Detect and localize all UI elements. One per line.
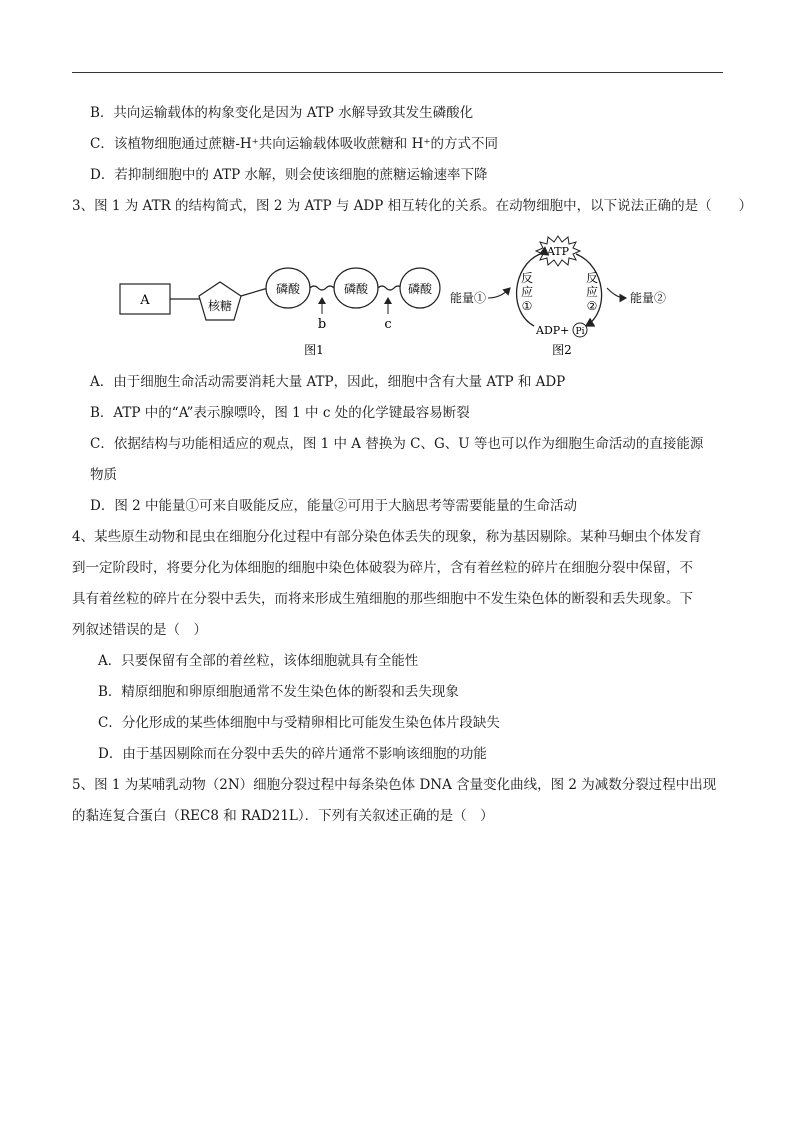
base-a-label: A [140, 293, 150, 308]
reaction-1-label-2: 应 [520, 285, 534, 299]
energy-2-label: 能量② [630, 291, 667, 305]
q3-stem: 3、图 1 为 ATR 的结构简式，图 2 为 ATP 与 ADP 相互转化的关系。在动物细胞中，以下说法正确的是（ ） [72, 198, 753, 214]
q3-option-c-line1: C．依据结构与功能相适应的观点，图 1 中 A 替换为 C、G、U 等也可以作为细胞生命活动的直接能源 [90, 436, 704, 452]
reaction-2-label-1: 反 [585, 271, 599, 285]
q4-stem-line4: 列叙述错误的是（ ） [72, 622, 207, 638]
q4-option-a: A．只要保留有全部的着丝粒，该体细胞就具有全能性 [98, 653, 419, 669]
reaction-2-label-3: ② [586, 299, 598, 313]
q2-option-c: C．该植物细胞通过蔗糖-H⁺共向运输载体吸收蔗糖和 H⁺的方式不同 [90, 136, 498, 152]
bond-c-label: c [384, 317, 392, 332]
reaction-2-label-2: 应 [585, 285, 599, 299]
q3-option-d: D．图 2 中能量①可来自吸能反应，能量②可用于大脑思考等需要能量的生命活动 [90, 498, 577, 514]
bond-b-squiggle [310, 286, 334, 290]
q2-option-b: B．共向运输载体的构象变化是因为 ATP 水解导致其发生磷酸化 [90, 105, 474, 121]
q4-option-c: C．分化形成的某些体细胞中与受精卵相比可能发生染色体片段缺失 [98, 715, 500, 731]
figure-1 [120, 268, 440, 357]
q4-stem-line2: 到一定阶段时，将要分化为体细胞的细胞中染色体破裂为碎片，含有着丝粒的碎片在细胞分裂中保留，不 [72, 560, 693, 576]
q4-stem-line3: 具有着丝粒的碎片在分裂中丢失，而将来形成生殖细胞的那些细胞中不发生染色体的断裂和丢失现象。下 [72, 591, 693, 607]
q3-option-b: B．ATP 中的“A”表示腺嘌呤，图 1 中 c 处的化学键最容易断裂 [90, 405, 470, 421]
bond-c-squiggle [378, 286, 402, 290]
energy-1-label: 能量① [450, 291, 487, 305]
q3-option-c-line2: 物质 [90, 467, 117, 483]
q4-option-d: D．由于基因剔除而在分裂中丢失的碎片通常不影响该细胞的功能 [98, 746, 487, 762]
q3-option-a: A．由于细胞生命活动需要消耗大量 ATP，因此，细胞中含有大量 ATP 和 ADP [90, 374, 566, 390]
figure-2 [450, 236, 666, 357]
q4-stem-line1: 4、某些原生动物和昆虫在细胞分化过程中有部分染色体丢失的现象，称为基因剔除。某种马蛔虫个体发育 [72, 529, 702, 545]
figure-2-caption: 图2 [552, 343, 572, 357]
figure-1-caption: 图1 [304, 343, 324, 357]
phosphate-3-label: 磷酸 [407, 282, 433, 296]
q4-option-b: B．精原细胞和卵原细胞通常不发生染色体的断裂和丢失现象 [98, 684, 459, 700]
reaction-1-label-1: 反 [520, 271, 534, 285]
bond-b-label: b [317, 317, 327, 332]
energy-2-arrow [607, 288, 626, 298]
ribose-label: 核糖 [207, 299, 233, 313]
pi-label: Pi [575, 327, 585, 337]
q2-option-d: D．若抑制细胞中的 ATP 水解，则会使该细胞的蔗糖运输速率下降 [90, 167, 488, 183]
q5-stem-line1: 5、图 1 为某哺乳动物（2N）细胞分裂过程中每条染色体 DNA 含量变化曲线，图 2 为减数分裂过程中出现 [72, 777, 717, 793]
atp-label: ATP [546, 245, 570, 258]
reaction-1-label-3: ① [521, 299, 533, 313]
phosphate-2-label: 磷酸 [343, 282, 369, 296]
q3-figures [110, 232, 710, 362]
energy-1-arrow [488, 288, 510, 298]
phosphate-1-label: 磷酸 [275, 282, 301, 296]
header-rule [72, 72, 723, 73]
q5-stem-line2: 的黏连复合蛋白（REC8 和 RAD21L）．下列有关叙述正确的是（ ） [72, 808, 494, 824]
bond-sugar-p1 [241, 288, 268, 296]
adp-label: ADP+ [536, 324, 570, 337]
